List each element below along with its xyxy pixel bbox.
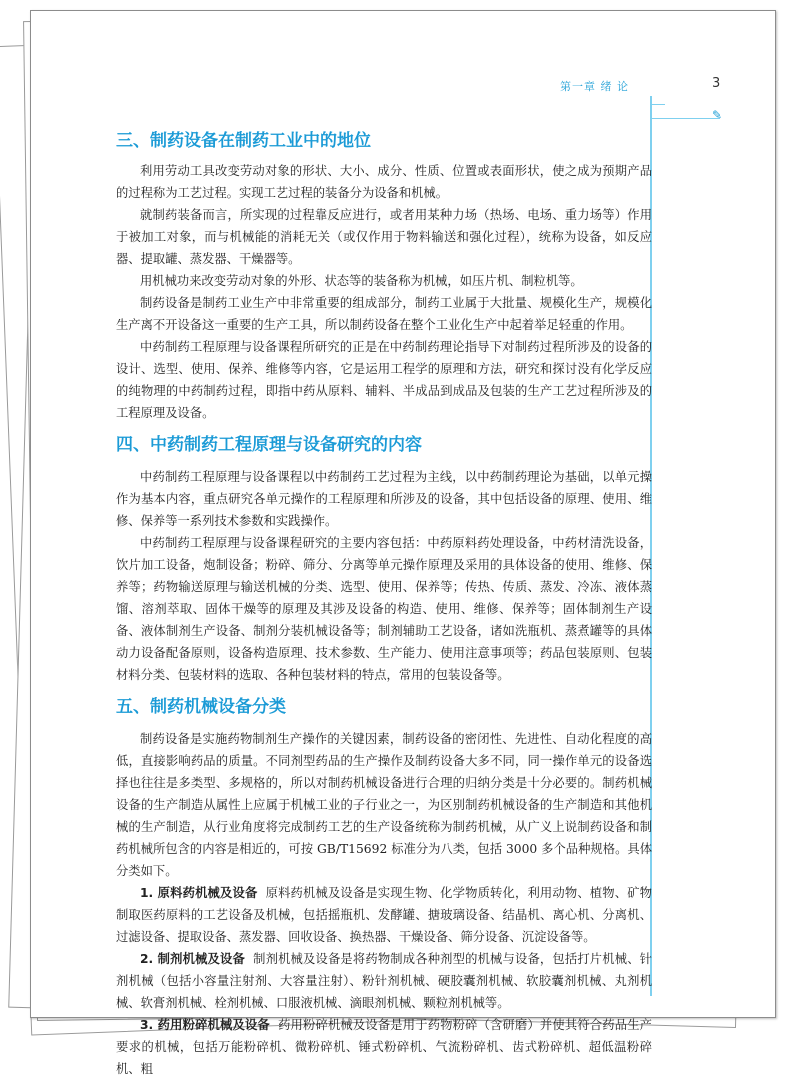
section-3 <box>116 128 652 424</box>
paragraph: 中药制药工程原理与设备课程所研究的正是在中药制药理论指导下对制药过程所涉及的设备的设计、选型、使用、保养、维修等内容，它是运用工程学的原理和方法，研究和探讨没有化学反应的纯物理的中药制药过程，即指中药从原料、辅料、半成品到成品及包装的生产工艺过程所涉及的工程原理及设备。 <box>116 340 652 420</box>
margin-rule-corner <box>650 104 665 119</box>
section-heading: 三、制药设备在制药工业中的地位 <box>116 131 371 151</box>
list-item-title: 3. 药用粉碎机械及设备 <box>140 1018 270 1032</box>
page-body <box>116 128 652 1080</box>
paragraph: 用机械功来改变劳动对象的外形、状态等的装备称为机械，如压片机、制粒机等。 <box>140 274 583 288</box>
paragraph: 中药制药工程原理与设备课程研究的主要内容包括：中药原料药处理设备，中药材清洗设备，饮片加工设备，炮制设备；粉碎、筛分、分离等单元操作原理及采用的具体设备的使用、维修、保养等；药物输送原理与输送机械的分类、选型、使用、保养等；传热、传质、蒸发、冷冻、液体蒸馏、溶剂萃取、固体干燥等的原理及其涉及设备的构造、使用、维修、保养等；固体制剂生产设备、液体制剂生产设备、制剂分装机械设备等；制剂辅助工艺设备，诸如洗瓶机、蒸煮罐等的具体动力设备配备原则，设备构造原理、技术参数、生产能力、使用注意事项等；药品包装原则、包装材料分类、包装材料的选取、各种包装材料的特点，常用的包装设备等。 <box>116 536 652 682</box>
page-number: 3 <box>712 76 721 91</box>
list-item <box>116 948 652 1014</box>
paragraph: 中药制药工程原理与设备课程以中药制药工艺过程为主线，以中药制药理论为基础，以单元操作为基本内容，重点研究各单元操作的工程原理和所涉及的设备，其中包括设备的原理、使用、维修、保养等一系列技术参数和实践操作。 <box>116 470 652 528</box>
paragraph: 制药设备是制药工业生产中非常重要的组成部分，制药工业属于大批量、规模化生产，规模化生产离不开设备这一重要的生产工具，所以制药设备在整个工业化生产中起着举足轻重的作用。 <box>116 296 652 332</box>
list-item-title: 1. 原料药机械及设备 <box>140 886 258 900</box>
paragraph: 就制药装备而言，所实现的过程靠反应进行，或者用某种力场（热场、电场、重力场等）作用于被加工对象，而与机械能的消耗无关（或仅作用于物料输送和强化过程），统称为设备，如反应器、提取罐、蒸发器、干燥器等。 <box>116 208 652 266</box>
list-item <box>116 882 652 948</box>
list-item-text: 原料药机械及设备是实现生物、化学物质转化，利用动物、植物、矿物制取医药原料的工艺设备及机械，包括摇瓶机、发酵罐、搪玻璃设备、结晶机、离心机、分离机、过滤设备、提取设备、蒸发器、回收设备、换热器、干燥设备、筛分设备、沉淀设备等。 <box>116 886 652 944</box>
margin-rule-top <box>650 118 720 119</box>
paragraph: 制药设备是实施药物制剂生产操作的关键因素，制药设备的密闭性、先进性、自动化程度的高低，直接影响药品的质量。不同剂型药品的生产操作及制药设备大多不同，同一操作单元的设备选择也往往是多类型、多规格的，所以对制药机械设备进行合理的归纳分类是十分必要的。制药机械设备的生产制造从属性上应属于机械工业的子行业之一，为区别制药机械设备的生产制造和其他机械的生产制造，从行业角度将完成制药工艺的生产设备统称为制药机械，从广义上说制药设备和制药机械所包含的内容是相近的，可按 GB/T15692 标准分为八类，包括 3000 多个品种规格。具体分类如下。 <box>116 732 652 878</box>
chapter-running-head: 第一章 绪 论 <box>560 80 629 93</box>
pen-icon: ✎ <box>712 108 723 122</box>
list-item <box>116 1014 652 1080</box>
section-heading: 四、中药制药工程原理与设备研究的内容 <box>116 435 422 455</box>
list-item-title: 2. 制剂机械及设备 <box>140 952 245 966</box>
section-heading: 五、制药机械设备分类 <box>116 697 286 717</box>
list-item-text: 药用粉碎机械及设备是用于药物粉碎（含研磨）并使其符合药品生产要求的机械，包括万能粉碎机、微粉碎机、锤式粉碎机、气流粉碎机、齿式粉碎机、超低温粉碎机、粗 <box>116 1018 652 1076</box>
section-5 <box>116 694 652 1080</box>
list-item-text: 制剂机械及设备是将药物制成各种剂型的机械与设备，包括打片机械、针剂机械（包括小容量注射剂、大容量注射）、粉针剂机械、硬胶囊剂机械、软胶囊剂机械、丸剂机械、软膏剂机械、栓剂机械、口服液机械、滴眼剂机械、颗粒剂机械等。 <box>116 952 652 1010</box>
paragraph: 利用劳动工具改变劳动对象的形状、大小、成分、性质、位置或表面形状，使之成为预期产品的过程称为工艺过程。实现工艺过程的装备分为设备和机械。 <box>116 164 652 200</box>
section-4 <box>116 432 652 686</box>
